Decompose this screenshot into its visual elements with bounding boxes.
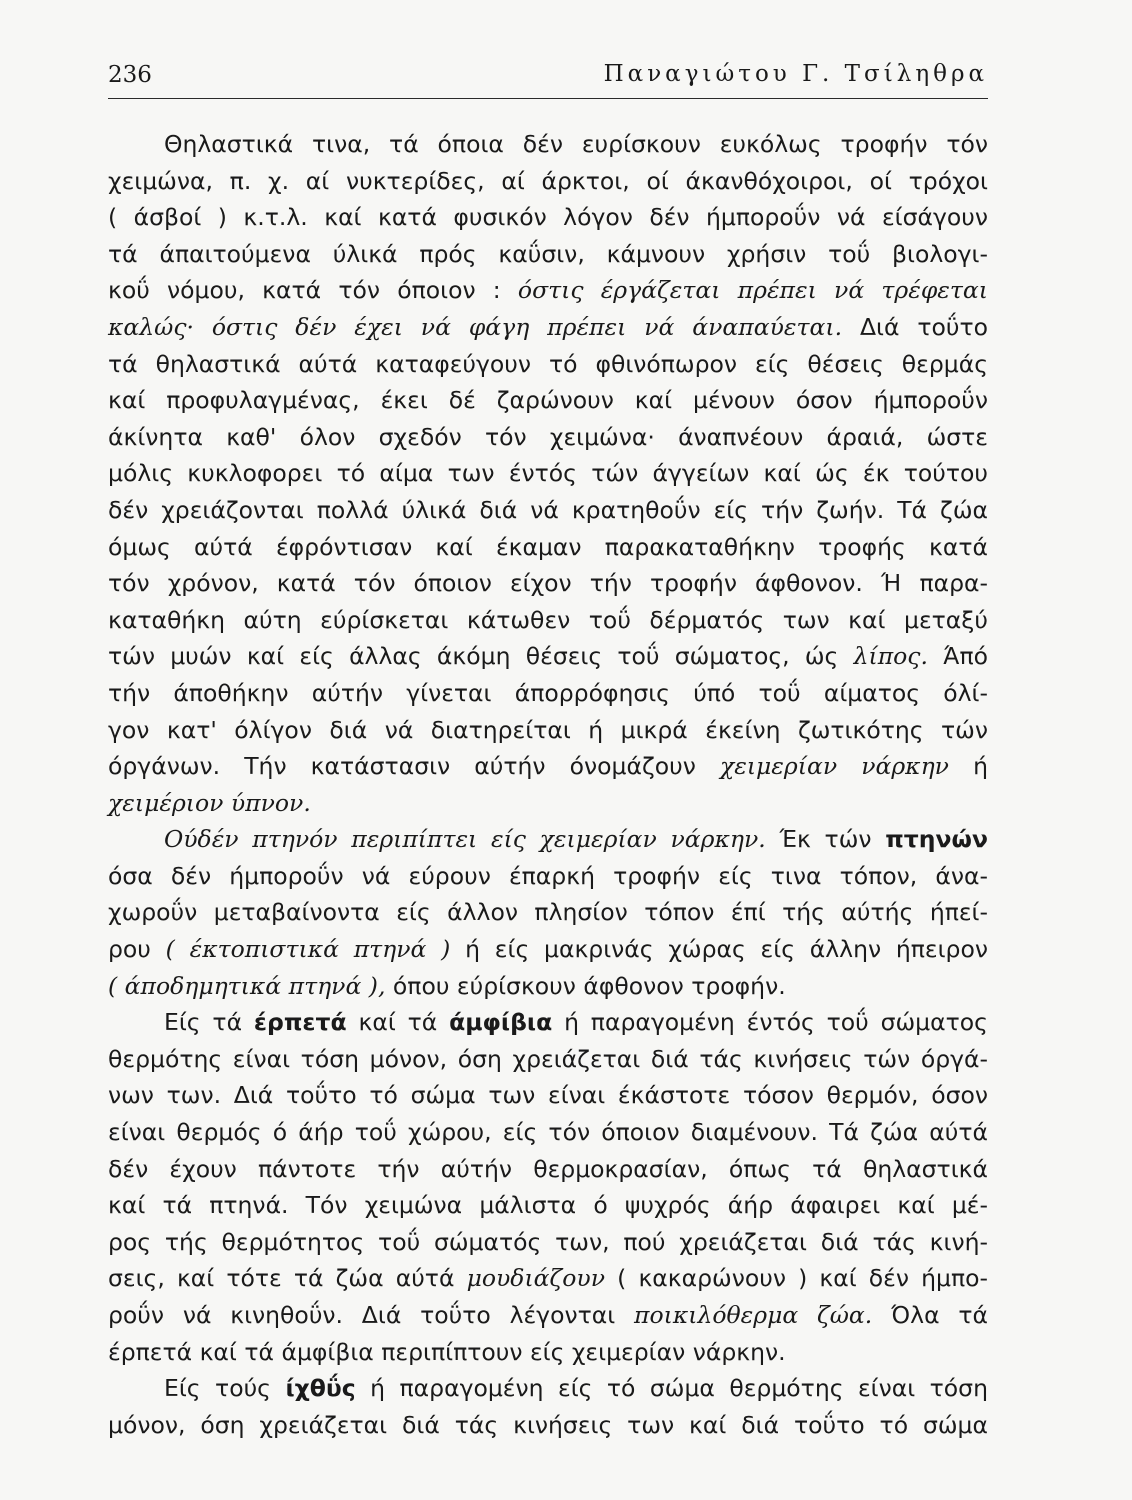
text-line: τών μυών καί είς άλλας άκόμη θέσεις τοΰ σώματος, ώς λίπος. Άπό: [108, 642, 988, 671]
text-line: [108, 785, 988, 822]
bold-term: πτηνών: [885, 825, 988, 854]
text-line: τά άπαιτούμενα ύλικά πρός καΰσιν, κάμνουν χρήσιν τοΰ βιολογι-: [108, 239, 988, 268]
italic-text: ( έκτοπιστικά πτηνά ): [165, 935, 451, 964]
text-line: καταθήκη αύτη εύρίσκεται κάτωθεν τοΰ δέρματός των καί μεταξύ: [108, 605, 988, 634]
text-line: όσα δέν ήμποροΰν νά εύρουν έπαρκή τροφήν είς τινα τόπον, άνα-: [108, 861, 988, 890]
text-line: καί τά πτηνά. Τόν χειμώνα μάλιστα ό ψυχρός άήρ άφαιρει καί μέ-: [108, 1191, 988, 1220]
italic-text: ( άποδημητικά πτηνά ),: [108, 971, 386, 1000]
text-line: τήν άποθήκην αύτήν γίνεται άπορρόφησις ύπό τοΰ αίματος όλί-: [108, 678, 988, 707]
text-line: τά θηλαστικά αύτά καταφεύγουν τό φθινόπωρον είς θέσεις θερμάς: [108, 349, 988, 378]
running-head: Παναγιώτου Γ. Τσίληθρα: [603, 61, 988, 87]
text-line: χειμώνα, π. χ. αί νυκτερίδες, αί άρκτοι, οί άκανθόχοιροι, οί τρόχοι: [108, 166, 988, 195]
text-line: νων των. Διά τοΰτο τό σώμα των είναι έκάστοτε τόσον θερμόν, όσον: [108, 1081, 988, 1110]
italic-text: χειμέριον ύπνον.: [108, 788, 311, 817]
text-line: κοΰ νόμου, κατά τόν όποιον : όστις έργάζεται πρέπει νά τρέφεται: [108, 276, 988, 305]
text-line: ( άσβοί ) κ.τ.λ. καί κατά φυσικόν λόγον δέν ήμποροΰν νά είσάγουν: [108, 203, 988, 232]
text-line: Ούδέν πτηνόν περιπίπτει είς χειμερίαν νάρκην. Έκ τών πτηνών: [164, 825, 988, 854]
text-line: θερμότης είναι τόση μόνον, όση χρειάζεται διά τάς κινήσεις τών όργά-: [108, 1044, 988, 1073]
bold-term: έρπετά: [253, 1008, 347, 1037]
text-line: τόν χρόνον, κατά τόν όποιον είχον τήν τροφήν άφθονον. Ή παρα-: [108, 569, 988, 598]
text-line: όργάνων. Τήν κατάστασιν αύτήν όνομάζουν χειμερίαν νάρκην ή: [108, 752, 988, 781]
text-line: είναι θερμός ό άήρ τοΰ χώρου, είς τόν όποιον διαμένουν. Τά ζώα αύτά: [108, 1118, 988, 1147]
italic-text: λίπος.: [853, 642, 928, 671]
text-line: ρος τής θερμότητος τοΰ σώματός των, πού χρειάζεται διά τάς κινή-: [108, 1227, 988, 1256]
text-line: Είς τά έρπετά καί τά άμφίβια ή παραγομένη έντός τοΰ σώματος: [164, 1008, 988, 1037]
italic-text: ποικιλόθερμα ζώα.: [634, 1301, 873, 1329]
italic-text: χειμερίαν νάρκην: [719, 752, 949, 781]
text-line: ροΰν νά κινηθοΰν. Διά τοΰτο λέγονται ποικιλόθερμα ζώα. Όλα τά: [108, 1301, 988, 1329]
text-line: ρου ( έκτοπιστικά πτηνά ) ή είς μακρινάς χώρας είς άλλην ήπειρον: [108, 935, 988, 964]
page-number: 236: [108, 62, 152, 88]
text-line: δέν έχουν πάντοτε τήν αύτήν θερμοκρασίαν, όπως τά θηλαστικά: [108, 1154, 988, 1183]
text-line: έρπετά καί τά άμφίβια περιπίπτουν είς χειμερίαν νάρκην.: [108, 1337, 786, 1366]
italic-text: όστις έργάζεται πρέπει νά τρέφεται: [517, 276, 988, 305]
text-line: σεις, καί τότε τά ζώα αύτά μουδιάζουν ( κακαρώνουν ) καί δέν ήμπο-: [108, 1264, 988, 1293]
italic-text: Ούδέν πτηνόν περιπίπτει είς χειμερίαν νάρκην.: [164, 825, 766, 854]
text-line: άκίνητα καθ' όλον σχεδόν τόν χειμώνα· άναπνέουν άραιά, ώστε: [108, 422, 988, 451]
bold-term: ίχθΰς: [285, 1374, 356, 1403]
body-text: [108, 126, 988, 1443]
text-line: μόνον, όση χρειάζεται διά τάς κινήσεις των καί διά τοΰτο τό σώμα: [108, 1410, 988, 1439]
page-header: [108, 58, 988, 99]
text-line: ( άποδημητικά πτηνά ), όπου εύρίσκουν άφθονον τροφήν.: [108, 971, 786, 1000]
bold-term: άμφίβια: [449, 1008, 553, 1037]
text-line: μόλις κυκλοφορει τό αίμα των έντός τών άγγείων καί ώς έκ τούτου: [108, 459, 988, 488]
text-line: Θηλαστικά τινα, τά όποια δέν ευρίσκουν ευκόλως τροφήν τόν: [164, 130, 988, 158]
text-line: χωροΰν μεταβαίνοντα είς άλλον πλησίον τόπον έπί τής αύτής ήπεί-: [108, 898, 988, 927]
text-line: δέν χρειάζονται πολλά ύλικά διά νά κρατηθοΰν είς τήν ζωήν. Τά ζώα: [108, 495, 988, 524]
text-line: καλώς· όστις δέν έχει νά φάγη πρέπει νά άναπαύεται. Διά τοΰτο: [108, 312, 988, 341]
text-line: όμως αύτά έφρόντισαν καί έκαμαν παρακαταθήκην τροφής κατά: [108, 532, 988, 561]
italic-text: καλώς· όστις δέν έχει νά φάγη πρέπει νά άναπαύεται.: [108, 312, 843, 341]
text-line: καί προφυλαγμένας, έκει δέ ζαρώνουν καί μένουν όσον ήμποροΰν: [108, 386, 988, 415]
italic-text: μουδιάζουν: [466, 1264, 605, 1293]
text-line: γον κατ' όλίγον διά νά διατηρείται ή μικρά έκείνη ζωτικότης τών: [108, 715, 988, 744]
text-line: Είς τούς ίχθΰς ή παραγομένη είς τό σώμα θερμότης είναι τόση: [164, 1374, 988, 1403]
